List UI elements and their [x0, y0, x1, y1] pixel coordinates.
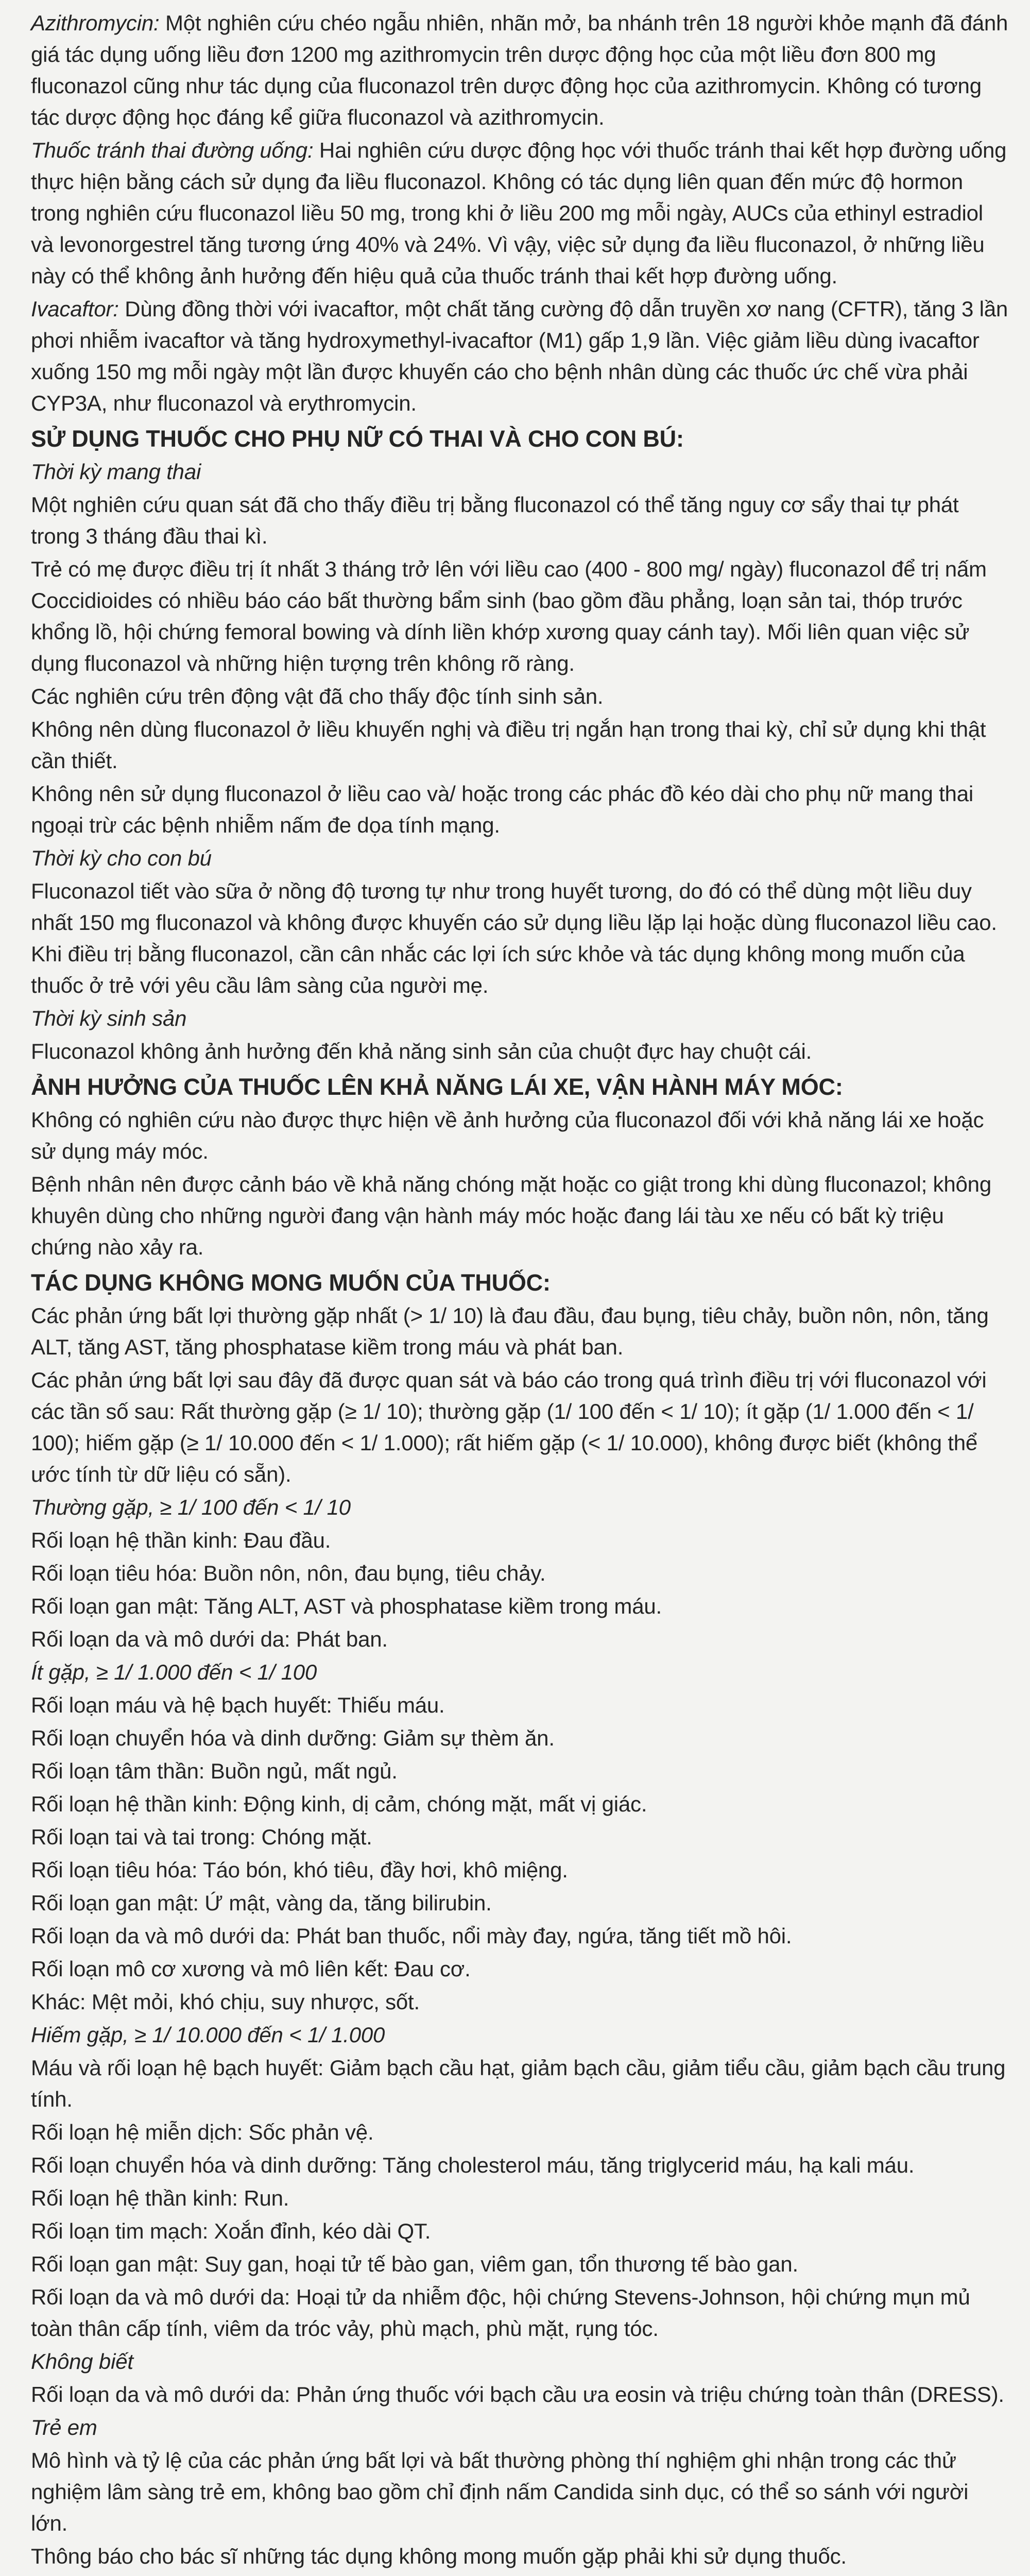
paragraph	[31, 2116, 1008, 2148]
paragraph-text: Rối loạn tâm thần: Buồn ngủ, mất ngủ.	[31, 1759, 398, 1783]
paragraph	[31, 2445, 1008, 2539]
paragraph-text: Rối loạn hệ thần kinh: Đau đầu.	[31, 1528, 331, 1552]
paragraph-text: Rối loạn gan mật: Ứ mật, vàng da, tăng bilirubin.	[31, 1891, 492, 1915]
section-heading: SỬ DỤNG THUỐC CHO PHỤ NỮ CÓ THAI VÀ CHO CON BÚ:	[31, 426, 684, 452]
paragraph	[31, 1920, 1008, 1952]
paragraph-label: Thuốc tránh thai đường uống:	[31, 138, 314, 162]
section-heading: ẢNH HƯỞNG CỦA THUỐC LÊN KHẢ NĂNG LÁI XE, VẬN HÀNH MÁY MÓC:	[31, 1074, 843, 1100]
paragraph	[31, 1364, 1008, 1490]
paragraph	[31, 1524, 1008, 1556]
paragraph	[31, 2149, 1008, 2181]
paragraph-text: Rối loạn tiêu hóa: Táo bón, khó tiêu, đầy hơi, khô miệng.	[31, 1858, 568, 1882]
paragraph	[31, 1557, 1008, 1589]
paragraph	[31, 489, 1008, 552]
paragraph-text: Rối loạn gan mật: Tăng ALT, AST và phosphatase kiềm trong máu.	[31, 1594, 662, 1618]
paragraph-text: Không nên sử dụng fluconazol ở liều cao và/ hoặc trong các phác đồ kéo dài cho phụ nữ mang thai ngoại trừ các bệnh nhiễm nấm đe dọa tính mạng.	[31, 782, 974, 837]
paragraph-text: Máu và rối loạn hệ bạch huyết: Giảm bạch cầu hạt, giảm bạch cầu, giảm tiểu cầu, giảm bạch cầu trung tính.	[31, 2056, 1006, 2111]
section-heading: TÁC DỤNG KHÔNG MONG MUỐN CỦA THUỐC:	[31, 1269, 551, 1296]
paragraph-text: Một nghiên cứu quan sát đã cho thấy điều trị bằng fluconazol có thể tăng nguy cơ sẩy thai tự phát trong 3 tháng đầu thai kì.	[31, 493, 959, 548]
paragraph-text: Fluconazol không ảnh hưởng đến khả năng sinh sản của chuột đực hay chuột cái.	[31, 1039, 812, 1063]
paragraph-label: Azithromycin:	[31, 11, 160, 35]
paragraph-text: Rối loạn mô cơ xương và mô liên kết: Đau cơ.	[31, 1957, 471, 1981]
paragraph	[31, 134, 1008, 292]
paragraph-text: Rối loạn chuyển hóa và dinh dưỡng: Tăng cholesterol máu, tăng triglycerid máu, hạ kali máu.	[31, 2153, 915, 2177]
subsection-heading: Thời kỳ sinh sản	[31, 1006, 187, 1030]
paragraph	[31, 2052, 1008, 2115]
subsection-heading: Không biết	[31, 2349, 133, 2374]
paragraph	[31, 1168, 1008, 1263]
paragraph-label: Ivacaftor:	[31, 297, 119, 321]
paragraph-text: Rối loạn gan mật: Suy gan, hoại tử tế bào gan, viêm gan, tổn thương tế bào gan.	[31, 2252, 798, 2276]
paragraph	[31, 681, 1008, 712]
paragraph	[31, 2281, 1008, 2344]
paragraph	[31, 1722, 1008, 1754]
paragraph-text: Khác: Mệt mỏi, khó chịu, suy nhược, sốt.	[31, 1990, 420, 2014]
paragraph	[31, 1104, 1008, 1167]
paragraph	[31, 2379, 1008, 2410]
paragraph-text: Không nên dùng fluconazol ở liều khuyến nghị và điều trị ngắn hạn trong thai kỳ, chỉ sử dụng khi thật cần thiết.	[31, 717, 986, 773]
subsection-heading: Hiếm gặp, ≥ 1/ 10.000 đến < 1/ 1.000	[31, 2023, 385, 2047]
paragraph-text: Rối loạn chuyển hóa và dinh dưỡng: Giảm sự thèm ăn.	[31, 1726, 555, 1750]
paragraph-text: Rối loạn da và mô dưới da: Phát ban thuốc, nổi mày đay, ngứa, tăng tiết mồ hôi.	[31, 1924, 792, 1948]
paragraph-text: Rối loạn da và mô dưới da: Phản ứng thuốc với bạch cầu ưa eosin và triệu chứng toàn thân (DRESS).	[31, 2382, 1004, 2406]
paragraph	[31, 7, 1008, 133]
paragraph	[31, 2215, 1008, 2247]
paragraph	[31, 293, 1008, 419]
paragraph	[31, 1755, 1008, 1787]
paragraph	[31, 1590, 1008, 1622]
paragraph	[31, 2248, 1008, 2280]
paragraph	[31, 1821, 1008, 1853]
paragraph-text: Rối loạn hệ thần kinh: Run.	[31, 2186, 289, 2210]
subsection-heading: Thời kỳ cho con bú	[31, 846, 212, 870]
paragraph-text: Rối loạn tiêu hóa: Buồn nôn, nôn, đau bụng, tiêu chảy.	[31, 1561, 546, 1585]
paragraph	[31, 1689, 1008, 1721]
paragraph-text: Một nghiên cứu chéo ngẫu nhiên, nhãn mở, ba nhánh trên 18 người khỏe mạnh đã đánh giá tác dụng uống liều đơn 1200 mg azithromycin trên dược động học của một liều đơn 800 mg fluconazol cũng như tác dụng của fluconazol trên dược động học của azithromycin. Không có tương tác dược động học đáng kể giữa fluconazol và azithromycin.	[31, 11, 1008, 129]
paragraph	[31, 778, 1008, 841]
subsection-heading: Thường gặp, ≥ 1/ 100 đến < 1/ 10	[31, 1495, 351, 1519]
paragraph-text: Rối loạn da và mô dưới da: Phát ban.	[31, 1627, 388, 1651]
paragraph-text: Rối loạn máu và hệ bạch huyết: Thiếu máu.	[31, 1693, 445, 1717]
subsection-heading: Thời kỳ mang thai	[31, 460, 201, 484]
paragraph	[31, 714, 1008, 776]
paragraph	[31, 875, 1008, 1001]
paragraph-text: Rối loạn da và mô dưới da: Hoại tử da nhiễm độc, hội chứng Stevens-Johnson, hội chứng mụn mủ toàn thân cấp tính, viêm da tróc vảy, phù mạch, phù mặt, rụng tóc.	[31, 2285, 970, 2341]
paragraph	[31, 1036, 1008, 1067]
paragraph	[31, 1887, 1008, 1919]
paragraph-text: Rối loạn tim mạch: Xoắn đỉnh, kéo dài QT.	[31, 2219, 431, 2243]
paragraph-text: Các phản ứng bất lợi sau đây đã được quan sát và báo cáo trong quá trình điều trị với fluconazol với các tần số sau: Rất thường gặp (≥ 1/ 10); thường gặp (1/ 100 đến < 1/ 10); ít gặp (1/ 1.000 đến < 1/ 100); hiếm gặp (≥ 1/ 10.000 đến < 1/ 1.000); rất hiếm gặp (< 1/ 10.000), không được biết (không thể ước tính từ dữ liệu có sẵn).	[31, 1368, 987, 1486]
paragraph-text: Rối loạn hệ thần kinh: Động kinh, dị cảm, chóng mặt, mất vị giác.	[31, 1792, 647, 1816]
paragraph	[31, 553, 1008, 679]
paragraph	[31, 1854, 1008, 1886]
paragraph-text: Bệnh nhân nên được cảnh báo về khả năng chóng mặt hoặc co giật trong khi dùng fluconazol; không khuyên dùng cho những người đang vận hành máy móc hoặc đang lái tàu xe nếu có bất kỳ triệu chứng nào xảy ra.	[31, 1172, 991, 1259]
paragraph-text: Rối loạn tai và tai trong: Chóng mặt.	[31, 1825, 372, 1849]
paragraph	[31, 1300, 1008, 1363]
paragraph-text: Thông báo cho bác sĩ những tác dụng không mong muốn gặp phải khi sử dụng thuốc.	[31, 2544, 847, 2568]
paragraph	[31, 1953, 1008, 1985]
paragraph-text: Không có nghiên cứu nào được thực hiện về ảnh hưởng của fluconazol đối với khả năng lái xe hoặc sử dụng máy móc.	[31, 1108, 984, 1163]
paragraph-text: Các nghiên cứu trên động vật đã cho thấy độc tính sinh sản.	[31, 684, 604, 708]
paragraph-text: Hai nghiên cứu dược động học với thuốc tránh thai kết hợp đường uống thực hiện bằng cách sử dụng đa liều fluconazol. Không có tác dụng liên quan đến mức độ hormon trong nghiên cứu fluconazol liều 50 mg, trong khi ở liều 200 mg mỗi ngày, AUCs của ethinyl estradiol và levonorgestrel tăng tương ứng 40% và 24%. Vì vậy, việc sử dụng đa liều fluconazol, ở những liều này có thể không ảnh hưởng đến hiệu quả của thuốc tránh thai kết hợp đường uống.	[31, 138, 1007, 288]
paragraph-text: Các phản ứng bất lợi thường gặp nhất (> 1/ 10) là đau đầu, đau bụng, tiêu chảy, buồn nôn, nôn, tăng ALT, tăng AST, tăng phosphatase kiềm trong máu và phát ban.	[31, 1303, 989, 1359]
subsection-heading: Ít gặp, ≥ 1/ 1.000 đến < 1/ 100	[31, 1660, 317, 1684]
subsection-heading: Trẻ em	[31, 2415, 97, 2439]
paragraph-text: Mô hình và tỷ lệ của các phản ứng bất lợi và bất thường phòng thí nghiệm ghi nhận trong các thử nghiệm lâm sàng trẻ em, không bao gồm chỉ định nấm Candida sinh dục, có thể so sánh với người lớn.	[31, 2448, 969, 2535]
paragraph	[31, 1986, 1008, 2018]
paragraph	[31, 2540, 1008, 2572]
paragraph	[31, 2182, 1008, 2214]
paragraph	[31, 1788, 1008, 1820]
paragraph-text: Dùng đồng thời với ivacaftor, một chất tăng cường độ dẫn truyền xơ nang (CFTR), tăng 3 lần phơi nhiễm ivacaftor và tăng hydroxymethyl-ivacaftor (M1) gấp 1,9 lần. Việc giảm liều dùng ivacaftor xuống 150 mg mỗi ngày một lần được khuyến cáo cho bệnh nhân dùng các thuốc ức chế vừa phải CYP3A, như fluconazol và erythromycin.	[31, 297, 1008, 415]
paragraph-text: Fluconazol tiết vào sữa ở nồng độ tương tự như trong huyết tương, do đó có thể dùng một liều duy nhất 150 mg fluconazol và không được khuyến cáo sử dụng liều lặp lại hoặc dùng fluconazol liều cao. Khi điều trị bằng fluconazol, cần cân nhắc các lợi ích sức khỏe và tác dụng không mong muốn của thuốc ở trẻ với yêu cầu lâm sàng của người mẹ.	[31, 879, 997, 997]
paragraph-text: Trẻ có mẹ được điều trị ít nhất 3 tháng trở lên với liều cao (400 - 800 mg/ ngày) fluconazol để trị nấm Coccidioides có nhiều báo cáo bất thường bẩm sinh (bao gồm đầu phẳng, loạn sản tai, thóp trước khổng lồ, hội chứng femoral bowing và dính liền khớp xương quay cánh tay). Mối liên quan việc sử dụng fluconazol và những hiện tượng trên không rõ ràng.	[31, 557, 987, 675]
paragraph-text: Rối loạn hệ miễn dịch: Sốc phản vệ.	[31, 2120, 374, 2144]
paragraph	[31, 1623, 1008, 1655]
